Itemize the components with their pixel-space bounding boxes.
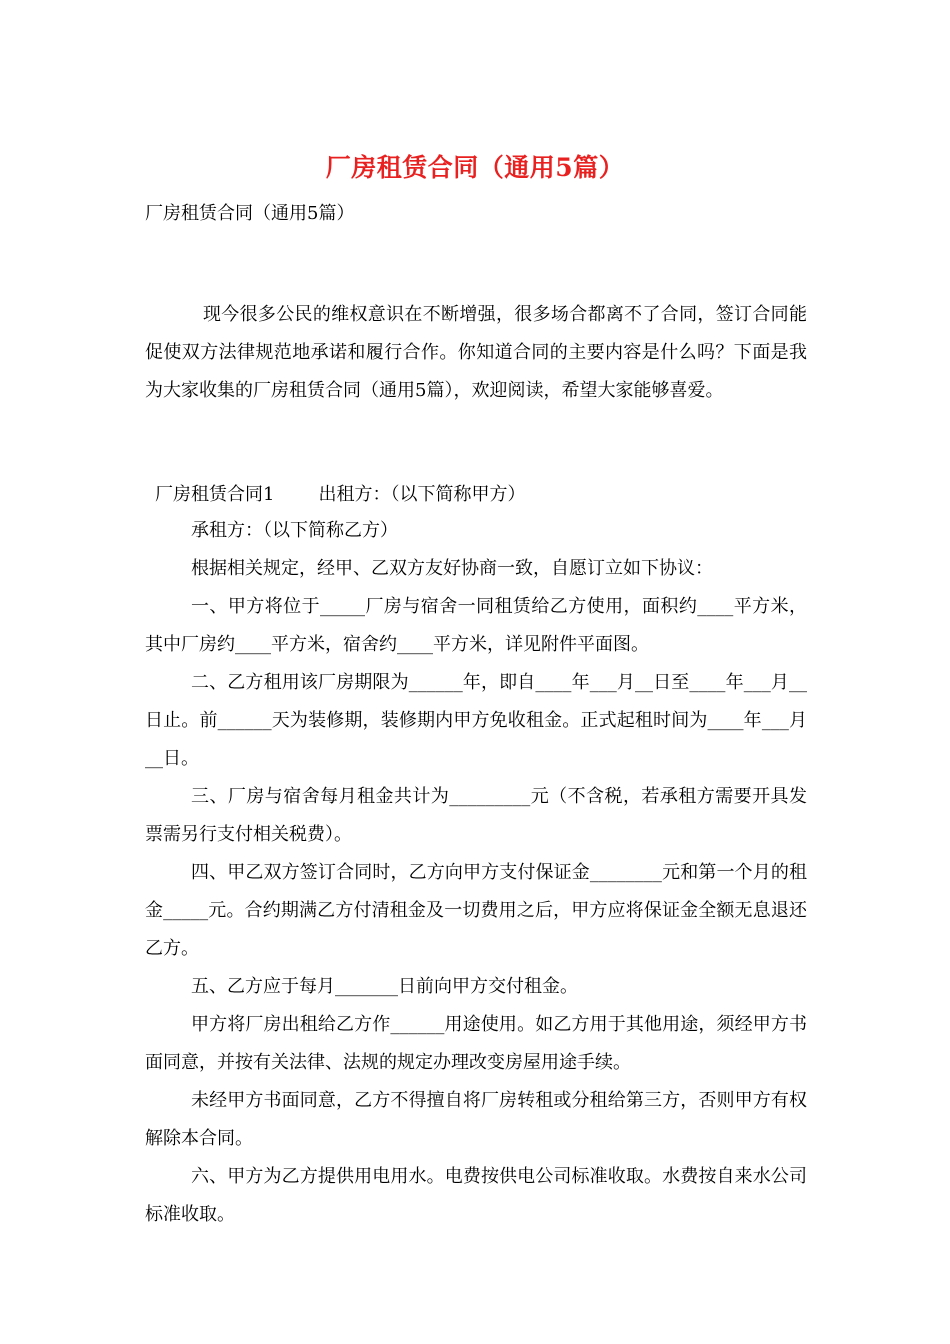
document-title: 厂房租赁合同（通用5篇） (325, 153, 625, 182)
contract-label: 厂房租赁合同1 (155, 484, 275, 505)
clause-paragraph: 五、乙方应于每月_______日前向甲方交付租金。 (191, 976, 578, 997)
document-subtitle: 厂房租赁合同（通用5篇） (145, 203, 355, 224)
clause-paragraph: 甲方将厂房出租给乙方作______用途使用。如乙方用于其他用途，须经甲方书面同意，并按有关法律、法规的规定办理改变房屋用途手续。 (145, 1014, 807, 1073)
clause-paragraph: 四、甲乙双方签订合同时，乙方向甲方支付保证金________元和第一个月的租金_____元。合约期满乙方付清租金及一切费用之后，甲方应将保证金全额无息退还乙方。 (145, 862, 807, 959)
clause-paragraph: 六、甲方为乙方提供用电用水。电费按供电公司标准收取。水费按自来水公司标准收取。 (145, 1166, 807, 1225)
lessor-line: 出租方：（以下简称甲方） (318, 484, 526, 505)
clause-paragraph: 未经甲方书面同意，乙方不得擅自将厂房转租或分租给第三方，否则甲方有权解除本合同。 (145, 1090, 807, 1149)
intro-paragraph: 现今很多公民的维权意识在不断增强，很多场合都离不了合同，签订合同能促使双方法律规范地承诺和履行合作。你知道合同的主要内容是什么吗？下面是我为大家收集的厂房租赁合同（通用5篇），欢迎阅读，希望大家能够喜爱。 (145, 304, 807, 401)
clause-paragraph: 一、甲方将位于_____厂房与宿舍一同租赁给乙方使用，面积约____平方米，其中厂房约____平方米，宿舍约____平方米，详见附件平面图。 (145, 596, 807, 655)
clause-paragraph: 二、乙方租用该厂房期限为______年，即自____年___月__日至____年___月__日止。前______天为装修期，装修期内甲方免收租金。正式起租时间为____年___月__日。 (145, 672, 807, 769)
contract-clauses (145, 512, 807, 1234)
clause-paragraph: 三、厂房与宿舍每月租金共计为_________元（不含税，若承租方需要开具发票需另行支付相关税费）。 (145, 786, 807, 845)
clause-paragraph: 根据相关规定，经甲、乙双方友好协商一致，自愿订立如下协议： (191, 558, 713, 579)
clause-paragraph: 承租方：（以下简称乙方） (191, 520, 398, 541)
contract-heading (155, 480, 525, 510)
